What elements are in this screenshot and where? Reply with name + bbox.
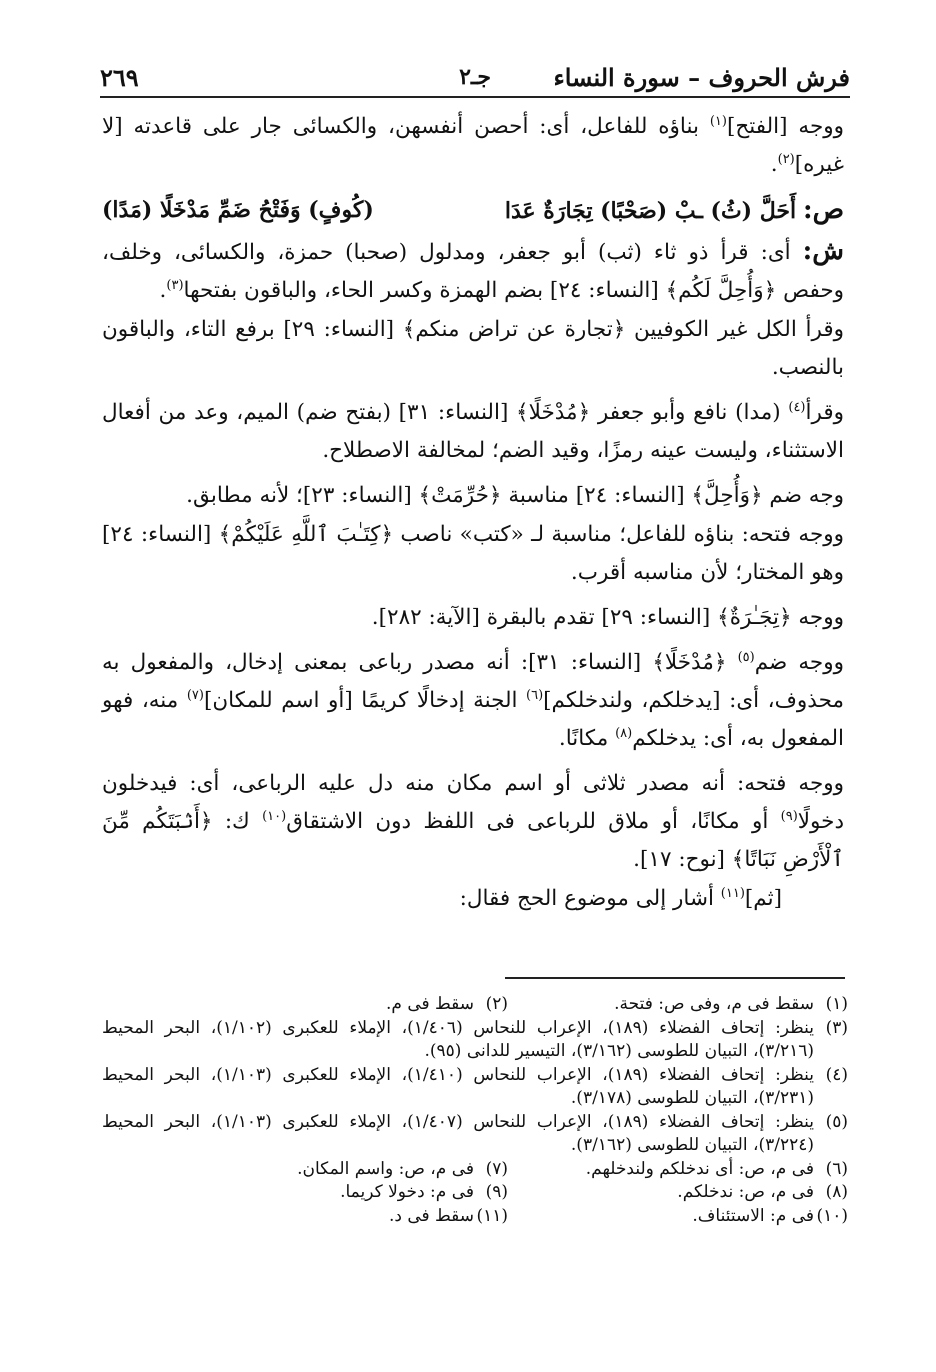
footnote-rule <box>505 977 845 979</box>
running-header <box>100 52 850 92</box>
verse-marker: ص: <box>802 195 844 225</box>
footnote-row: (٨) فى م، ص: ندخلكم. (٩) فى م: دخولا كريما. <box>102 1181 848 1205</box>
paragraph: ووجه [الفتح]$^{(١)}$ بناؤه للفاعل، أى: أحصن أنفسهن، والكسائى جار على قاعدته [لا غيره]$^{(٢)}$. <box>102 113 844 177</box>
footnote: (٥) ينظر: إتحاف الفضلاء (١٨٩)، الإعراب للنحاس (١/٤٠٧)، الإملاء للعكبرى (١/١٠٣)، البحر المحيط (٣/٢٢٤)، التبيان للطوسى (٣/١٦٢). <box>102 1111 848 1155</box>
paragraph: ووجه فتحه: بناؤه للفاعل؛ مناسبة لـ «كتب» ناصب ﴿كِتَـٰبَ ٱللَّهِ عَلَيْكُمْ﴾ [النساء: ٢٤] وهو المختار؛ لأن مناسبه أقرب. <box>102 522 844 585</box>
commentary-paragraph: ش: أى: قرأ ذو ثاء (ثب) أبو جعفر، ومدلول (صحبا) حمزة، والكسائى، وخلف، وحفص ﴿وَأُحِلَّ لَكُم﴾ [النساء: ٢٤] بضم الهمزة وكسر الحاء، والباقون بفتحها$^{(٣)}$. <box>102 236 844 303</box>
paragraph: ووجه ضم$^{(٥)}$ ﴿مُدْخَلًا﴾ [النساء: ٣١]: أنه مصدر رباعى بمعنى إدخال، والمفعول به محذوف، أى: [يدخلكم، ولندخلكم]$^{(٦)}$ الجنة إدخالًا كريمًا [أو اسم للمكان]$^{(٧)}$ منه، فهو المفعول به، أى: يدخلكم$^{(٨)}$ مكانًا. <box>102 649 844 751</box>
footnote-row: (٦) فى م، ص: أى ندخلكم ولندخلهم. (٧) فى م، ص: واسم المكان. <box>102 1158 848 1182</box>
footnote-text: فى م: دخولا كريما. <box>340 1182 474 1202</box>
paragraph: [ثم]$^{(١١)}$ أشار إلى موضوع الحج فقال: <box>459 885 782 911</box>
commentary-marker: ش: <box>802 236 844 266</box>
main-text <box>102 108 844 919</box>
header-rule <box>100 96 850 98</box>
footnote-text: سقط فى م، وفى ص: فتحة. <box>614 994 814 1014</box>
footnote-text: سقط فى م. <box>385 994 474 1014</box>
paragraph: ووجه فتحه: أنه مصدر ثلاثى أو اسم مكان منه دل عليه الرباعى، أى: فيدخلون دخولًا$^{(٩)}$ أو مكانًا، أو ملاق للرباعى فى اللفظ دون الاشتقاق$^{(١٠)}$ ك: ﴿أَنۢبَتَكُم مِّنَ ٱلْأَرْضِ نَبَاتًا﴾ [نوح: ١٧]. <box>102 771 845 872</box>
footnote-text: فى م، ص: ندخلكم. <box>677 1182 814 1202</box>
paragraph: ووجه ﴿تِجَـٰرَةٌ﴾ [النساء: ٢٩] تقدم بالبقرة [الآية: ٢٨٢]. <box>371 605 844 630</box>
footnote-ref: (١١) <box>720 885 745 901</box>
verse-line <box>102 191 844 231</box>
chapter-title: فرش الحروف – سورة النساء <box>553 63 850 92</box>
footnote: (٣) ينظر: إتحاف الفضلاء (١٨٩)، الإعراب للنحاس (١/٤٠٦)، الإملاء للعكبرى (١/١٠٢)، البحر المحيط (٣/٢١٦)، التبيان للطوسى (٣/١٦٢)، التيسير للدانى (٩٥). <box>102 1017 848 1061</box>
volume-number: جـ٢ <box>459 64 491 90</box>
footnote-ref: (٨) <box>615 725 633 741</box>
footnote-ref: (٩) <box>780 808 798 824</box>
footnote-text: فى م، ص: واسم المكان. <box>297 1158 474 1179</box>
footnote-ref: (٥) <box>737 649 755 665</box>
footnote-row: (١٠) فى م: الاستئناف. (١١) سقط فى د. <box>102 1205 848 1229</box>
footnote: (٤) ينظر: إتحاف الفضلاء (١٨٩)، الإعراب للنحاس (١/٤١٠)، الإملاء للعكبرى (١/١٠٣)، البحر المحيط (٣/٢٣١)، التبيان للطوسى (٣/١٧٨). <box>102 1064 848 1108</box>
footnote-ref: (٤) <box>788 399 806 415</box>
footnote-ref: (٢) <box>777 151 795 167</box>
paragraph: وجه ضم ﴿وَأُحِلَّ﴾ [النساء: ٢٤] مناسبة ﴿حُرِّمَتْ﴾ [النساء: ٢٣]؛ لأنه مطابق. <box>186 483 844 508</box>
footnote-text: فى م، ص: أى ندخلكم ولندخلهم. <box>585 1158 814 1179</box>
footnote-ref: (٧) <box>186 687 204 703</box>
footnote-text: سقط فى د. <box>388 1205 474 1226</box>
footnote-row: (١) سقط فى م، وفى ص: فتحة. (٢) سقط فى م. <box>102 993 848 1017</box>
paragraph: وقرأ الكل غير الكوفيين ﴿تجارة عن تراض منكم﴾ [النساء: ٢٩] برفع التاء، والباقون بالنصب. <box>102 317 844 380</box>
footnotes <box>102 993 848 1228</box>
footnote-ref: (١٠) <box>262 808 287 824</box>
verse-first-hemistich: أَحَلَّ (ثُ) ـبْ (صَحْبًا) تِجَارَةٌ عَدَا <box>504 198 797 224</box>
footnote-ref: (٣) <box>166 277 184 293</box>
page-number: ٢٦٩ <box>100 63 139 92</box>
footnote-ref: (١) <box>709 113 727 129</box>
paragraph: وقرأ$^{(٤)}$ (مدا) نافع وأبو جعفر ﴿مُدْخَلًا﴾ [النساء: ٣١] (بفتح ضم) الميم، وعد من أفعال الاستثناء، وليست عينه رمزًا، وقيد الضم؛ لمخالفة الاصطلاح. <box>102 399 844 463</box>
footnote-ref: (٦) <box>526 687 544 703</box>
verse-second-hemistich: (كُوفٍ) وَفَتْحُ ضَمِّ مَدْخَلًا (مَدًا) <box>102 197 374 223</box>
footnote-text: فى م: الاستئناف. <box>692 1205 814 1226</box>
